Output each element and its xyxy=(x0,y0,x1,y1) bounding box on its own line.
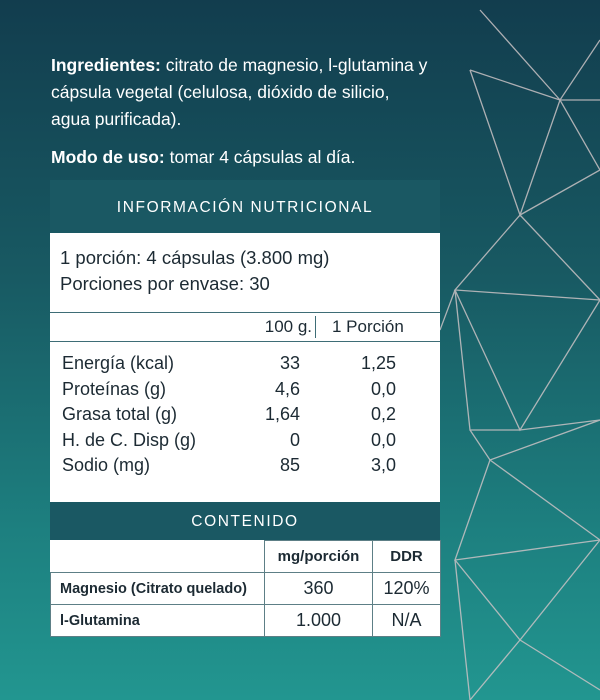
contents-panel xyxy=(50,540,440,636)
contents-header-row xyxy=(51,541,441,573)
col-100g: 100 g. xyxy=(264,317,312,336)
usage-line xyxy=(51,145,355,169)
serving-size: 1 porción: 4 cápsulas (3.800 mg) xyxy=(60,247,330,268)
nutrient-label: H. de C. Disp (g) xyxy=(62,429,197,450)
nutrition-row xyxy=(50,377,440,403)
nutrition-row xyxy=(50,351,440,377)
value-portion: 0,0 xyxy=(370,429,396,450)
servings-per-container: Porciones por envase: 30 xyxy=(60,273,270,294)
value-100g: 0 xyxy=(289,429,300,450)
nutrient-label: Grasa total (g) xyxy=(62,404,178,424)
ingredient-name: Magnesio (Citrato quelado) xyxy=(51,573,265,605)
nutrition-title: INFORMACIÓN NUTRICIONAL xyxy=(50,180,440,233)
value-portion: 1,25 xyxy=(360,353,396,373)
value-100g: 85 xyxy=(279,455,300,475)
col-portion: 1 Porción xyxy=(332,317,404,336)
contents-title: CONTENIDO xyxy=(50,502,440,540)
value-100g: 33 xyxy=(279,353,300,373)
contents-table xyxy=(50,540,441,637)
ddr-value: N/A xyxy=(373,605,441,637)
ingredients-paragraph xyxy=(51,52,431,133)
ingredient-name: l-Glutamina xyxy=(51,605,265,637)
nutrition-panel xyxy=(50,233,440,502)
table-row xyxy=(51,573,441,605)
nutrition-row xyxy=(50,428,440,454)
nutrition-column-header xyxy=(50,312,440,342)
value-portion: 0,2 xyxy=(370,404,396,424)
value-100g: 1,64 xyxy=(264,404,300,424)
nutrient-label: Proteínas (g) xyxy=(62,378,167,399)
ingredients-label: Ingredientes: xyxy=(51,55,161,75)
table-row xyxy=(51,605,441,637)
empty-header-cell xyxy=(51,541,265,573)
mg-value: 360 xyxy=(265,573,373,605)
value-portion: 0,0 xyxy=(370,378,396,399)
col-ddr: DDR xyxy=(373,541,441,573)
value-portion: 3,0 xyxy=(370,455,396,475)
column-divider xyxy=(315,316,316,338)
ingredients-text: citrato de magnesio, l-glutamina y cápsula vegetal (celulosa, dióxido de silicio, agua purificada). xyxy=(51,55,428,129)
serving-info xyxy=(60,245,329,297)
ddr-value: 120% xyxy=(373,573,441,605)
col-mg-portion: mg/porción xyxy=(265,541,373,573)
value-100g: 4,6 xyxy=(274,378,300,399)
usage-text: tomar 4 cápsulas al día. xyxy=(164,147,356,167)
nutrition-rows xyxy=(50,351,440,479)
nutrition-row xyxy=(50,402,440,428)
usage-label: Modo de uso: xyxy=(51,147,165,167)
nutrient-label: Energía (kcal) xyxy=(62,353,175,373)
mg-value: 1.000 xyxy=(265,605,373,637)
nutrient-label: Sodio (mg) xyxy=(62,455,151,475)
nutrition-row xyxy=(50,453,440,479)
